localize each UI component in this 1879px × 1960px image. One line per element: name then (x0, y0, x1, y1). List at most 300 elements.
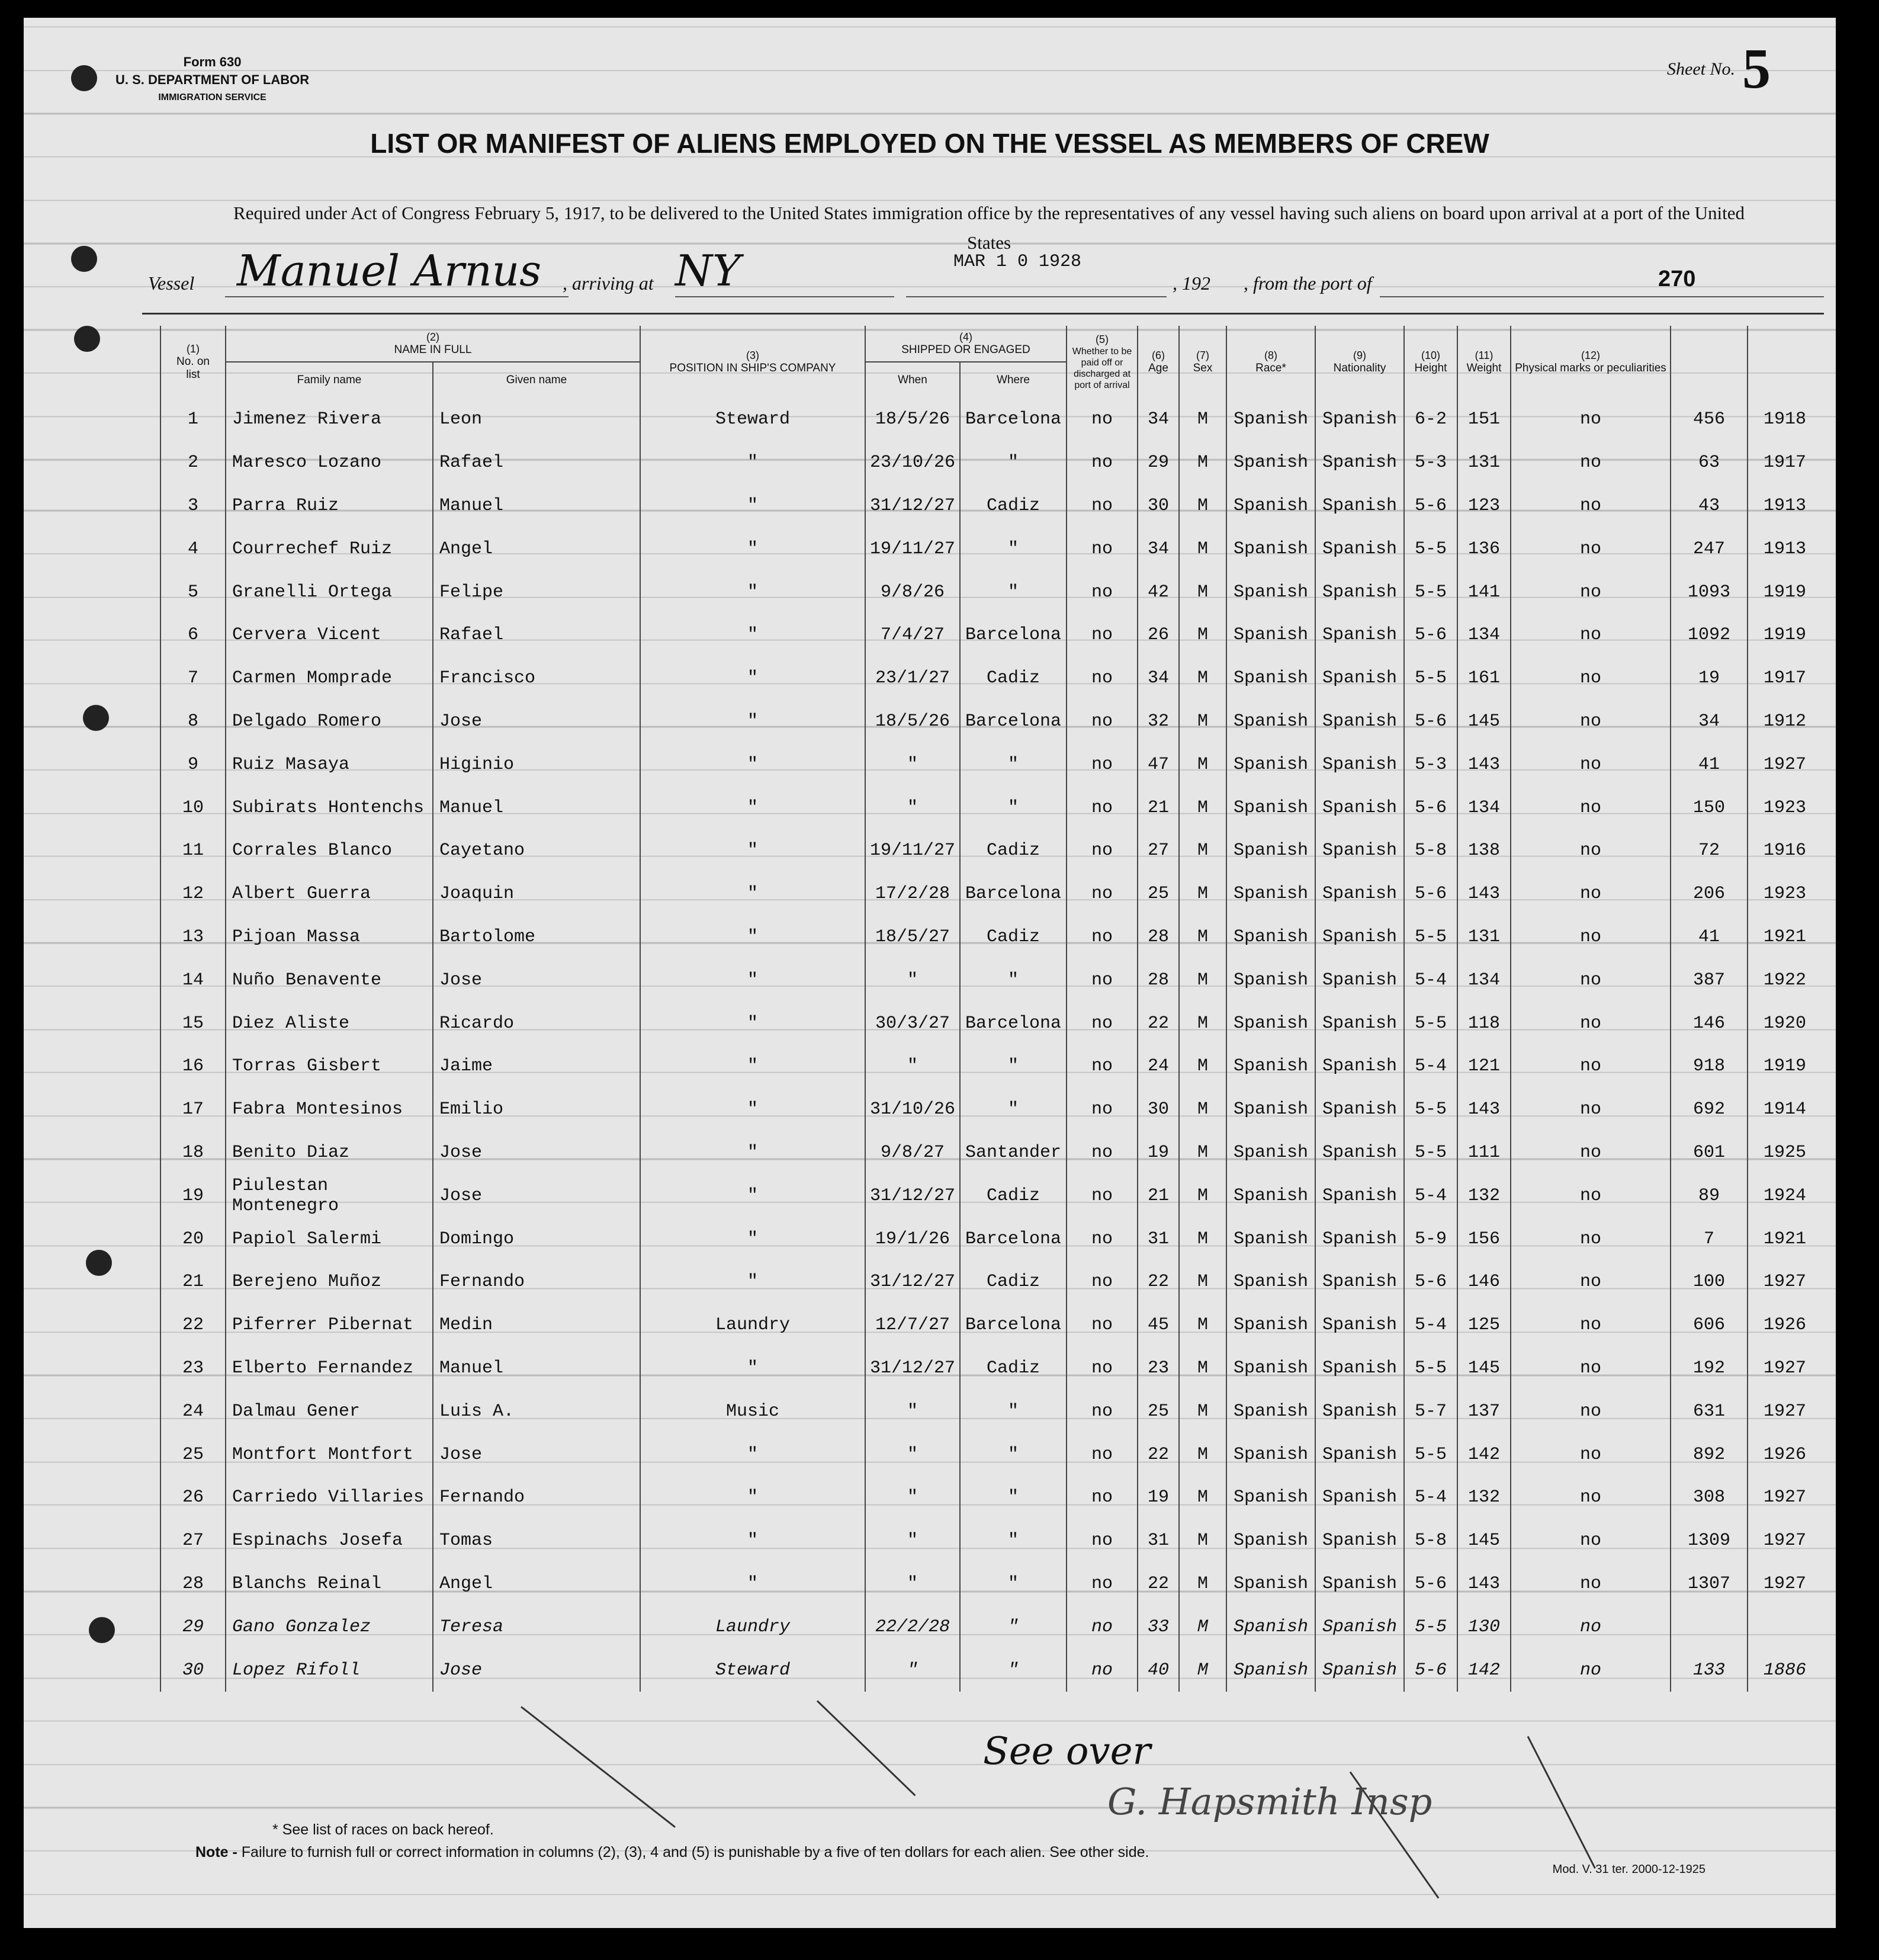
cell-row-number: 7 (160, 657, 226, 700)
table-row (160, 916, 1822, 959)
cell-weight: 121 (1457, 1045, 1511, 1088)
cell-height: 5-5 (1404, 1605, 1457, 1648)
cell-sex: M (1179, 1476, 1226, 1519)
cell-shipped-where: " (960, 743, 1067, 786)
cell-paid-off: no (1067, 1347, 1138, 1390)
cell-weight: 131 (1457, 916, 1511, 959)
cell-extra-year: 1926 (1748, 1433, 1822, 1476)
table-row (160, 1131, 1822, 1175)
cell-extra-number: 34 (1671, 700, 1748, 743)
cell-given-name: Angel (433, 527, 640, 570)
cell-age: 31 (1138, 1217, 1179, 1260)
cell-nationality: Spanish (1315, 1476, 1404, 1519)
cell-given-name: Manuel (433, 786, 640, 829)
sheet-number: 5 (1742, 37, 1771, 100)
table-row (160, 1519, 1822, 1563)
see-over-note: See over (983, 1730, 1151, 1773)
cell-race: Spanish (1226, 1131, 1315, 1175)
header-rule (142, 313, 1824, 315)
cell-family-name: Gano Gonzalez (226, 1605, 433, 1648)
cell-extra-number: 89 (1671, 1174, 1748, 1217)
cell-sex: M (1179, 398, 1226, 441)
cell-weight: 142 (1457, 1648, 1511, 1692)
cell-extra-number: 150 (1671, 786, 1748, 829)
cell-extra-number: 43 (1671, 485, 1748, 528)
date-stamp: MAR 1 0 1928 (953, 252, 1082, 272)
cell-shipped-where: " (960, 1563, 1067, 1606)
table-row (160, 1002, 1822, 1045)
cell-position: " (640, 872, 865, 916)
cell-extra-number (1671, 1605, 1748, 1648)
table-row (160, 441, 1822, 485)
cell-shipped-when: 31/12/27 (865, 1174, 960, 1217)
cell-race: Spanish (1226, 1347, 1315, 1390)
cell-physical-marks: no (1511, 786, 1671, 829)
cell-race: Spanish (1226, 1088, 1315, 1131)
cell-sex: M (1179, 1045, 1226, 1088)
cell-nationality: Spanish (1315, 1260, 1404, 1304)
cell-weight: 161 (1457, 657, 1511, 700)
cell-age: 34 (1138, 527, 1179, 570)
cell-extra-year: 1921 (1748, 916, 1822, 959)
cell-sex: M (1179, 1347, 1226, 1390)
cell-race: Spanish (1226, 743, 1315, 786)
cell-sex: M (1179, 916, 1226, 959)
cell-given-name: Luis A. (433, 1390, 640, 1433)
cell-given-name: Felipe (433, 570, 640, 614)
cell-given-name: Jose (433, 1131, 640, 1175)
cell-paid-off: no (1067, 916, 1138, 959)
cell-shipped-where: Barcelona (960, 398, 1067, 441)
cell-shipped-where: Barcelona (960, 700, 1067, 743)
cell-given-name: Jose (433, 1174, 640, 1217)
cell-sex: M (1179, 441, 1226, 485)
cell-physical-marks: no (1511, 1476, 1671, 1519)
cell-given-name: Medin (433, 1304, 640, 1347)
cell-physical-marks: no (1511, 1648, 1671, 1692)
cell-weight: 123 (1457, 485, 1511, 528)
cell-position: " (640, 1476, 865, 1519)
cell-physical-marks: no (1511, 1260, 1671, 1304)
cell-family-name: Berejeno Muñoz (226, 1260, 433, 1304)
cell-extra-year: 1917 (1748, 441, 1822, 485)
cell-physical-marks: no (1511, 398, 1671, 441)
vessel-label: Vessel (148, 272, 195, 294)
cell-family-name: Diez Aliste (226, 1002, 433, 1045)
cell-extra-year: 1927 (1748, 1476, 1822, 1519)
cell-paid-off: no (1067, 958, 1138, 1002)
col-marks-header: (12) Physical marks or peculiarities (1511, 326, 1671, 398)
cell-family-name: Elberto Fernandez (226, 1347, 433, 1390)
sheet-label: Sheet No. (1667, 59, 1735, 79)
cell-sex: M (1179, 1563, 1226, 1606)
col-height-header: (10) Height (1404, 326, 1457, 398)
cell-given-name: Tomas (433, 1519, 640, 1563)
cell-extra-number: 1309 (1671, 1519, 1748, 1563)
cell-shipped-where: " (960, 527, 1067, 570)
table-row (160, 1045, 1822, 1088)
cell-age: 31 (1138, 1519, 1179, 1563)
cell-weight: 118 (1457, 1002, 1511, 1045)
cell-physical-marks: no (1511, 829, 1671, 872)
cell-shipped-when: 31/12/27 (865, 485, 960, 528)
cell-paid-off: no (1067, 570, 1138, 614)
cell-extra-year: 1924 (1748, 1174, 1822, 1217)
cell-given-name: Ricardo (433, 1002, 640, 1045)
cell-shipped-when: 9/8/27 (865, 1131, 960, 1175)
cell-physical-marks: no (1511, 1519, 1671, 1563)
cell-family-name: Dalmau Gener (226, 1390, 433, 1433)
cell-extra-year: 1925 (1748, 1131, 1822, 1175)
cell-race: Spanish (1226, 1390, 1315, 1433)
col-nationality-header: (9) Nationality (1315, 326, 1404, 398)
col-name-header: (2) NAME IN FULL (226, 326, 640, 362)
cell-shipped-when: 19/11/27 (865, 527, 960, 570)
cell-weight: 143 (1457, 1088, 1511, 1131)
cell-weight: 134 (1457, 958, 1511, 1002)
cell-sex: M (1179, 1217, 1226, 1260)
cell-given-name: Bartolome (433, 916, 640, 959)
cell-position: " (640, 1088, 865, 1131)
cell-shipped-where: " (960, 958, 1067, 1002)
crew-table (160, 326, 1822, 1692)
cell-physical-marks: no (1511, 1563, 1671, 1606)
cell-race: Spanish (1226, 570, 1315, 614)
department-name: U. S. DEPARTMENT OF LABOR (115, 72, 310, 87)
cell-sex: M (1179, 527, 1226, 570)
cell-physical-marks: no (1511, 1002, 1671, 1045)
cell-given-name: Jose (433, 1648, 640, 1692)
cell-extra-number: 1307 (1671, 1563, 1748, 1606)
cell-extra-number: 206 (1671, 872, 1748, 916)
cell-paid-off: no (1067, 743, 1138, 786)
cell-physical-marks: no (1511, 1174, 1671, 1217)
cell-position: " (640, 614, 865, 657)
cell-extra-year: 1913 (1748, 485, 1822, 528)
cell-height: 5-6 (1404, 614, 1457, 657)
cell-extra-year: 1927 (1748, 1563, 1822, 1606)
cell-shipped-where: " (960, 1519, 1067, 1563)
cell-shipped-where: " (960, 1088, 1067, 1131)
table-row (160, 1563, 1822, 1606)
cell-race: Spanish (1226, 485, 1315, 528)
cell-given-name: Manuel (433, 1347, 640, 1390)
cell-extra-year: 1916 (1748, 829, 1822, 872)
cell-shipped-where: Cadiz (960, 1174, 1067, 1217)
cell-row-number: 14 (160, 958, 226, 1002)
cell-race: Spanish (1226, 1260, 1315, 1304)
cell-age: 34 (1138, 657, 1179, 700)
cell-race: Spanish (1226, 1045, 1315, 1088)
cell-age: 25 (1138, 1390, 1179, 1433)
cell-given-name: Jose (433, 958, 640, 1002)
cell-given-name: Leon (433, 398, 640, 441)
cell-physical-marks: no (1511, 1217, 1671, 1260)
cell-shipped-where: Cadiz (960, 485, 1067, 528)
table-row (160, 657, 1822, 700)
cell-extra-year: 1912 (1748, 700, 1822, 743)
cell-age: 21 (1138, 1174, 1179, 1217)
cell-height: 5-4 (1404, 1476, 1457, 1519)
pen-stroke (521, 1706, 676, 1828)
cell-sex: M (1179, 1648, 1226, 1692)
races-note: * See list of races on back hereof. (272, 1821, 494, 1838)
table-row (160, 1304, 1822, 1347)
cell-age: 21 (1138, 786, 1179, 829)
vessel-name: Manuel Arnus (237, 246, 542, 296)
cell-shipped-when: 31/12/27 (865, 1347, 960, 1390)
cell-height: 5-7 (1404, 1390, 1457, 1433)
cell-position: " (640, 700, 865, 743)
cell-extra-year: 1923 (1748, 872, 1822, 916)
cell-paid-off: no (1067, 657, 1138, 700)
cell-weight: 111 (1457, 1131, 1511, 1175)
cell-row-number: 21 (160, 1260, 226, 1304)
cell-nationality: Spanish (1315, 1347, 1404, 1390)
col-shipped-header: (4) SHIPPED OR ENGAGED (865, 326, 1067, 362)
cell-given-name: Francisco (433, 657, 640, 700)
cell-physical-marks: no (1511, 1088, 1671, 1131)
cell-race: Spanish (1226, 1476, 1315, 1519)
cell-extra-year: 1927 (1748, 743, 1822, 786)
cell-extra-year: 1913 (1748, 527, 1822, 570)
cell-shipped-when: 9/8/26 (865, 570, 960, 614)
cell-age: 32 (1138, 700, 1179, 743)
cell-shipped-when: " (865, 743, 960, 786)
cell-row-number: 11 (160, 829, 226, 872)
cell-paid-off: no (1067, 1260, 1138, 1304)
cell-paid-off: no (1067, 485, 1138, 528)
cell-nationality: Spanish (1315, 743, 1404, 786)
cell-age: 28 (1138, 958, 1179, 1002)
cell-family-name: Maresco Lozano (226, 441, 433, 485)
form-department (115, 53, 309, 107)
table-row (160, 398, 1822, 441)
arriving-port: NY (675, 246, 741, 296)
cell-extra-year: 1927 (1748, 1260, 1822, 1304)
binder-hole (71, 65, 97, 91)
cell-shipped-when: 18/5/26 (865, 398, 960, 441)
cell-age: 33 (1138, 1605, 1179, 1648)
cell-family-name: Parra Ruiz (226, 485, 433, 528)
cell-given-name: Emilio (433, 1088, 640, 1131)
cell-physical-marks: no (1511, 1605, 1671, 1648)
cell-weight: 143 (1457, 743, 1511, 786)
cell-shipped-when: 22/2/28 (865, 1605, 960, 1648)
cell-position: " (640, 1563, 865, 1606)
cell-shipped-when: 18/5/26 (865, 700, 960, 743)
page-title: LIST OR MANIFEST OF ALIENS EMPLOYED ON THE VESSEL AS MEMBERS OF CREW (370, 128, 1489, 159)
cell-position: " (640, 1347, 865, 1390)
cell-height: 5-4 (1404, 1174, 1457, 1217)
cell-given-name: Angel (433, 1563, 640, 1606)
cell-race: Spanish (1226, 786, 1315, 829)
cell-sex: M (1179, 1304, 1226, 1347)
binder-hole (86, 1250, 112, 1276)
table-row (160, 743, 1822, 786)
table-row (160, 829, 1822, 872)
cell-extra-number: 456 (1671, 398, 1748, 441)
table-row (160, 1648, 1822, 1692)
cell-weight: 143 (1457, 872, 1511, 916)
cell-age: 29 (1138, 441, 1179, 485)
cell-height: 5-5 (1404, 570, 1457, 614)
cell-physical-marks: no (1511, 1304, 1671, 1347)
cell-extra-number: 41 (1671, 916, 1748, 959)
form-revision: Mod. V. 31 ter. 2000-12-1925 (1552, 1863, 1705, 1876)
table-row (160, 1476, 1822, 1519)
cell-shipped-where: Santander (960, 1131, 1067, 1175)
cell-position: " (640, 786, 865, 829)
cell-sex: M (1179, 743, 1226, 786)
cell-sex: M (1179, 1088, 1226, 1131)
cell-age: 24 (1138, 1045, 1179, 1088)
col-where-header: Where (960, 362, 1067, 398)
cell-age: 22 (1138, 1563, 1179, 1606)
cell-extra-number: 146 (1671, 1002, 1748, 1045)
cell-nationality: Spanish (1315, 872, 1404, 916)
cell-sex: M (1179, 1433, 1226, 1476)
cell-race: Spanish (1226, 700, 1315, 743)
cell-paid-off: no (1067, 786, 1138, 829)
cell-age: 25 (1138, 872, 1179, 916)
cell-given-name: Teresa (433, 1605, 640, 1648)
cell-race: Spanish (1226, 527, 1315, 570)
cell-extra-year: 1927 (1748, 1347, 1822, 1390)
cell-shipped-where: Cadiz (960, 829, 1067, 872)
form-number: Form 630 (183, 54, 242, 69)
cell-extra-number: 133 (1671, 1648, 1748, 1692)
cell-position: " (640, 1519, 865, 1563)
cell-row-number: 16 (160, 1045, 226, 1088)
cell-extra-number: 308 (1671, 1476, 1748, 1519)
cell-paid-off: no (1067, 1217, 1138, 1260)
cell-paid-off: no (1067, 1304, 1138, 1347)
cell-sex: M (1179, 1260, 1226, 1304)
cell-sex: M (1179, 1002, 1226, 1045)
cell-sex: M (1179, 958, 1226, 1002)
cell-physical-marks: no (1511, 700, 1671, 743)
cell-age: 34 (1138, 398, 1179, 441)
table-row (160, 1347, 1822, 1390)
cell-physical-marks: no (1511, 916, 1671, 959)
cell-race: Spanish (1226, 657, 1315, 700)
cell-nationality: Spanish (1315, 1002, 1404, 1045)
cell-race: Spanish (1226, 398, 1315, 441)
cell-extra-year: 1927 (1748, 1390, 1822, 1433)
cell-given-name: Cayetano (433, 829, 640, 872)
cell-shipped-when: 17/2/28 (865, 872, 960, 916)
cell-position: " (640, 657, 865, 700)
cell-given-name: Rafael (433, 441, 640, 485)
port-line (1380, 296, 1824, 297)
col-race-header: (8) Race* (1226, 326, 1315, 398)
cell-row-number: 17 (160, 1088, 226, 1131)
cell-sex: M (1179, 1519, 1226, 1563)
cell-paid-off: no (1067, 398, 1138, 441)
cell-given-name: Joaquin (433, 872, 640, 916)
cell-shipped-when: " (865, 1563, 960, 1606)
cell-weight: 134 (1457, 614, 1511, 657)
cell-shipped-when: 31/12/27 (865, 1260, 960, 1304)
cell-family-name: Montfort Montfort (226, 1433, 433, 1476)
table-row (160, 1217, 1822, 1260)
cell-height: 5-3 (1404, 441, 1457, 485)
cell-row-number: 26 (160, 1476, 226, 1519)
cell-race: Spanish (1226, 614, 1315, 657)
cell-nationality: Spanish (1315, 441, 1404, 485)
cell-weight: 132 (1457, 1476, 1511, 1519)
cell-row-number: 29 (160, 1605, 226, 1648)
cell-nationality: Spanish (1315, 485, 1404, 528)
cell-sex: M (1179, 1131, 1226, 1175)
note-text: Failure to furnish full or correct information in columns (2), (3), 4 and (5) is punishable by a five of ten dollars for each alien. See other side. (241, 1844, 1149, 1860)
table-row (160, 1260, 1822, 1304)
cell-age: 27 (1138, 829, 1179, 872)
cell-position: " (640, 1131, 865, 1175)
cell-row-number: 9 (160, 743, 226, 786)
cell-sex: M (1179, 872, 1226, 916)
cell-shipped-where: Barcelona (960, 1002, 1067, 1045)
cell-shipped-when: " (865, 958, 960, 1002)
col-extra-header (1748, 326, 1822, 398)
cell-sex: M (1179, 570, 1226, 614)
cell-shipped-where: " (960, 1476, 1067, 1519)
cell-physical-marks: no (1511, 441, 1671, 485)
cell-weight: 145 (1457, 700, 1511, 743)
cell-family-name: Carmen Momprade (226, 657, 433, 700)
cell-extra-year: 1919 (1748, 1045, 1822, 1088)
cell-height: 5-3 (1404, 743, 1457, 786)
arriving-label: , arriving at (563, 272, 654, 294)
cell-family-name: Delgado Romero (226, 700, 433, 743)
col-discharge-header: (5) Whether to be paid off or discharged at port of arrival (1067, 326, 1138, 398)
cell-physical-marks: no (1511, 1390, 1671, 1433)
cell-paid-off: no (1067, 1433, 1138, 1476)
cell-position: " (640, 958, 865, 1002)
cell-race: Spanish (1226, 1433, 1315, 1476)
pen-stroke (817, 1700, 916, 1796)
cell-shipped-when: 12/7/27 (865, 1304, 960, 1347)
date-line (906, 296, 1167, 297)
cell-extra-number: 247 (1671, 527, 1748, 570)
cell-nationality: Spanish (1315, 1217, 1404, 1260)
cell-family-name: Papiol Salermi (226, 1217, 433, 1260)
cell-row-number: 20 (160, 1217, 226, 1260)
cell-height: 5-8 (1404, 829, 1457, 872)
cell-family-name: Lopez Rifoll (226, 1648, 433, 1692)
cell-shipped-when: " (865, 1433, 960, 1476)
cell-position: " (640, 1174, 865, 1217)
cell-position: " (640, 1045, 865, 1088)
cell-height: 5-6 (1404, 1563, 1457, 1606)
cell-shipped-when: " (865, 1476, 960, 1519)
cell-extra-number: 1092 (1671, 614, 1748, 657)
cell-age: 22 (1138, 1433, 1179, 1476)
cell-family-name: Albert Guerra (226, 872, 433, 916)
cell-height: 5-9 (1404, 1217, 1457, 1260)
cell-extra-year (1748, 1605, 1822, 1648)
cell-shipped-where: Cadiz (960, 1347, 1067, 1390)
cell-extra-number: 631 (1671, 1390, 1748, 1433)
cell-extra-year: 1886 (1748, 1648, 1822, 1692)
cell-shipped-where: " (960, 441, 1067, 485)
cell-family-name: Courrechef Ruiz (226, 527, 433, 570)
cell-weight: 151 (1457, 398, 1511, 441)
cell-height: 5-6 (1404, 485, 1457, 528)
cell-shipped-where: Cadiz (960, 1260, 1067, 1304)
binder-hole (71, 246, 97, 272)
